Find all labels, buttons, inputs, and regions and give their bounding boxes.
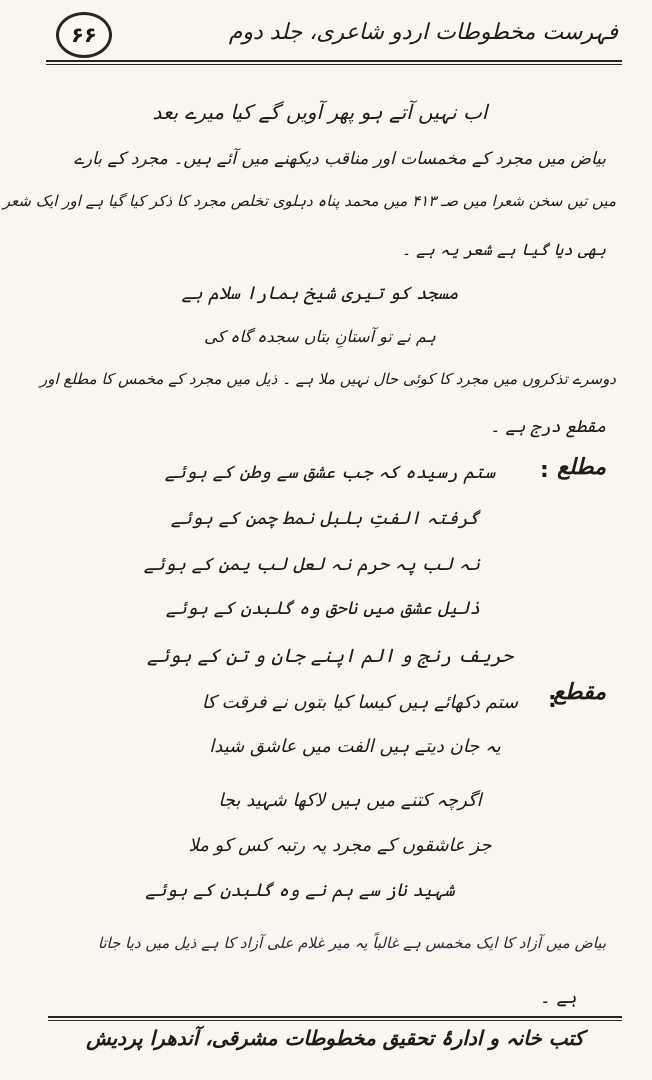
header-rule-thin: [46, 64, 622, 65]
maqta-label: مقطع: [553, 680, 606, 705]
footer-rule-thick: [48, 1016, 622, 1018]
book-title: فہرست مخطوطات اردو شاعری، جلد دوم: [228, 20, 618, 45]
matla-line-3: نہ لب پہ حرم نہ لعل لب یمن کے ہوئے: [143, 554, 480, 575]
matla-line-2: گرفتہ الفتِ بلبل نمط چمن کے ہوئے: [170, 508, 480, 529]
continuation-mark: ہے ۔: [540, 987, 578, 1008]
intro-line-1: اب نہیں آتے ہو پھر آویں گے کیا میرے بعد: [152, 100, 488, 124]
maqta-line-2: یہ جان دیتے ہیں الفت میں عاشق شیدا: [209, 736, 501, 757]
footer-rule-thin: [48, 1020, 622, 1021]
couplet-line-1: مسجد کو تیری شیخ ہمارا سلام ہے: [181, 283, 459, 304]
matla-line-1: ستم رسیدہ کہ جب عشق سے وطن کے ہوئے: [164, 462, 496, 483]
intro-line-4: بھی دیا گیا ہے شعر یہ ہے ۔: [401, 240, 606, 259]
matla-line-4: ذلیل عشق میں ناحق وہ گلبدن کے ہوئے: [165, 598, 480, 619]
maqta-line-1: ستم دکھائے ہیں کیسا کیا بتوں نے فرقت کا: [201, 692, 519, 713]
para2-line-1: دوسرے تذکروں میں مجرد کا کوئی حال نہیں ملا ہے ۔ ذیل میں مجرد کے مخمس کا مطلع اور: [39, 370, 616, 388]
para2-line-2: مقطع درج ہے ۔: [490, 417, 606, 437]
page-footer: کتب خانہ و ادارۂ تحقیق مخطوطات مشرقی، آندھرا پردیش: [86, 1026, 584, 1050]
intro-line-2: بیاض میں مجرد کے مخمسات اور مناقب دیکھنے میں آئے ہیں۔ مجرد کے بارے: [73, 149, 606, 169]
page-number: ۶۶: [56, 12, 112, 58]
closing-line: بیاض میں آزاد کا ایک مخمس ہے غالباً یہ میر غلام علی آزاد کا ہے ذیل میں دیا جاتا: [97, 934, 606, 952]
couplet-line-2: ہم نے تو آستانِ بتاں سجدہ گاہ کی: [204, 327, 436, 346]
maqta-colon: :: [548, 688, 557, 713]
matla-label: مطلع: [557, 455, 606, 480]
maqta-line-3: اگرچہ کتنے میں ہیں لاکھا شہید بجا: [218, 790, 482, 811]
maqta-line-4: جز عاشقوں کے مجرد یہ رتبہ کس کو ملا: [188, 835, 492, 856]
intro-line-3: میں تیں سخن شعرا میں صـ ۴۱۳ میں محمد پناہ دہلوی تخلص مجرد کا ذکر کیا گیا ہے اور ایک شعر: [2, 192, 616, 210]
maqta-line-5: شہید ناز سے ہم نے وہ گلبدن کے ہوئے: [145, 880, 455, 901]
page-header: [40, 10, 618, 60]
header-rule-thick: [46, 60, 622, 62]
matla-line-5: حریف رنج و الم اپنے جان و تن کے ہوئے: [146, 645, 514, 667]
matla-colon: :: [540, 458, 549, 483]
